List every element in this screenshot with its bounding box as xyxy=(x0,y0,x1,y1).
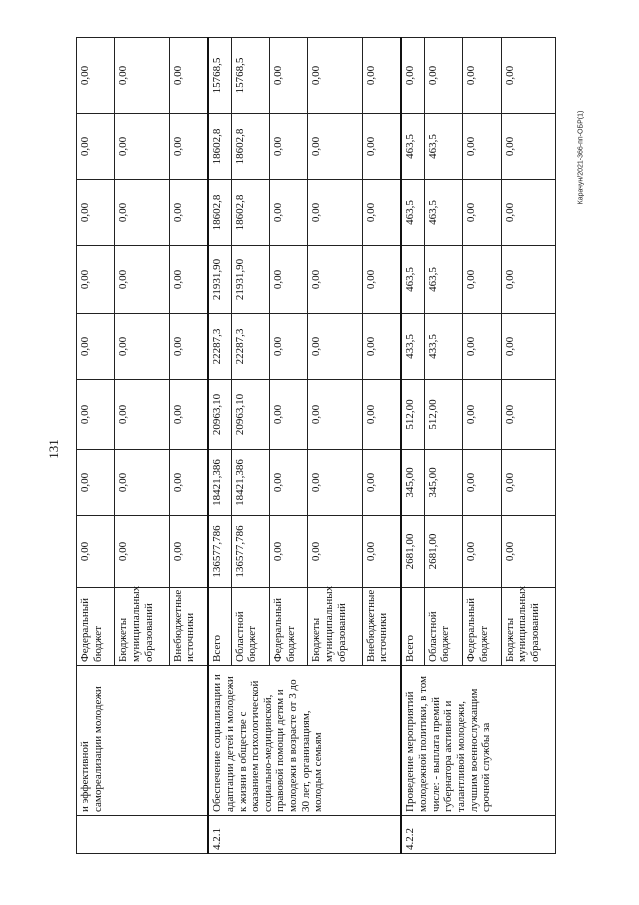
amount-cell: 2681,00 xyxy=(401,516,424,588)
page-number: 131 xyxy=(45,439,61,459)
amount-cell: 0,00 xyxy=(169,450,208,516)
amount-cell: 0,00 xyxy=(362,246,401,314)
amount-cell: 0,00 xyxy=(362,314,401,380)
amount-cell: 0,00 xyxy=(270,114,308,180)
budget-table xyxy=(76,37,556,854)
amount-cell: 0,00 xyxy=(270,450,308,516)
amount-cell: 18602,8 xyxy=(208,114,231,180)
funding-source-cell: Областной бюджет xyxy=(231,588,269,666)
funding-source-cell: Областной бюджет xyxy=(424,588,462,666)
amount-cell: 345,00 xyxy=(424,450,462,516)
amount-cell: 15768,5 xyxy=(208,38,231,114)
amount-cell: 0,00 xyxy=(270,314,308,380)
amount-cell: 0,00 xyxy=(115,38,169,114)
amount-cell: 0,00 xyxy=(169,38,208,114)
amount-cell: 0,00 xyxy=(270,246,308,314)
amount-cell: 0,00 xyxy=(501,380,555,450)
amount-cell: 0,00 xyxy=(308,516,362,588)
funding-source-cell: Федеральный бюджет xyxy=(77,588,115,666)
amount-cell: 0,00 xyxy=(169,180,208,246)
funding-source-cell: Федеральный бюджет xyxy=(270,588,308,666)
amount-cell: 463,5 xyxy=(424,114,462,180)
amount-cell: 0,00 xyxy=(169,380,208,450)
amount-cell: 0,00 xyxy=(501,314,555,380)
activity-name-cell: Проведение мероприятий молодежной политики, в том числе: - выплата премий губернатора активной и талантливой молодежи, лучшим военнослужащим срочной службы за xyxy=(401,666,555,816)
amount-cell: 0,00 xyxy=(362,450,401,516)
amount-cell: 0,00 xyxy=(77,450,115,516)
amount-cell: 463,5 xyxy=(424,246,462,314)
amount-cell: 0,00 xyxy=(270,180,308,246)
table-row xyxy=(401,38,424,854)
row-number-cell: 4.2.2 xyxy=(401,816,555,854)
amount-cell: 0,00 xyxy=(501,516,555,588)
amount-cell: 18602,8 xyxy=(231,180,269,246)
amount-cell: 0,00 xyxy=(77,38,115,114)
amount-cell: 21931,90 xyxy=(231,246,269,314)
rotated-table-wrapper xyxy=(76,38,556,854)
amount-cell: 345,00 xyxy=(401,450,424,516)
amount-cell: 0,00 xyxy=(501,246,555,314)
amount-cell: 463,5 xyxy=(401,114,424,180)
amount-cell: 20963,10 xyxy=(208,380,231,450)
amount-cell: 433,5 xyxy=(424,314,462,380)
amount-cell: 512,00 xyxy=(424,380,462,450)
amount-cell: 21931,90 xyxy=(208,246,231,314)
amount-cell: 0,00 xyxy=(463,450,501,516)
amount-cell: 0,00 xyxy=(463,314,501,380)
amount-cell: 0,00 xyxy=(77,314,115,380)
amount-cell: 463,5 xyxy=(401,246,424,314)
amount-cell: 0,00 xyxy=(115,246,169,314)
funding-source-cell: Внебюджетные источники xyxy=(169,588,208,666)
amount-cell: 463,5 xyxy=(401,180,424,246)
amount-cell: 0,00 xyxy=(362,180,401,246)
table-row xyxy=(208,38,231,854)
amount-cell: 0,00 xyxy=(463,516,501,588)
table-row xyxy=(77,38,115,854)
amount-cell: 22287,3 xyxy=(208,314,231,380)
budget-table-body xyxy=(77,38,556,854)
amount-cell: 0,00 xyxy=(362,114,401,180)
amount-cell: 0,00 xyxy=(362,516,401,588)
amount-cell: 0,00 xyxy=(308,314,362,380)
amount-cell: 18421,386 xyxy=(208,450,231,516)
amount-cell: 0,00 xyxy=(501,180,555,246)
amount-cell: 0,00 xyxy=(362,38,401,114)
amount-cell: 0,00 xyxy=(169,314,208,380)
amount-cell: 463,5 xyxy=(424,180,462,246)
amount-cell: 0,00 xyxy=(270,380,308,450)
amount-cell: 0,00 xyxy=(463,180,501,246)
amount-cell: 0,00 xyxy=(77,180,115,246)
amount-cell: 0,00 xyxy=(115,450,169,516)
amount-cell: 0,00 xyxy=(115,380,169,450)
row-number-cell: 4.2.1 xyxy=(208,816,401,854)
amount-cell: 18602,8 xyxy=(208,180,231,246)
funding-source-cell: Федеральный бюджет xyxy=(463,588,501,666)
amount-cell: 0,00 xyxy=(463,246,501,314)
amount-cell: 22287,3 xyxy=(231,314,269,380)
amount-cell: 136577,786 xyxy=(208,516,231,588)
row-number-cell xyxy=(77,816,209,854)
funding-source-cell: Внебюджетные источники xyxy=(362,588,401,666)
amount-cell: 0,00 xyxy=(270,38,308,114)
activity-name-cell: Обеспечение социализации и адаптации детей и молодежи к жизни в обществе с оказанием психологической социально-медицинской, правовой помощи детям и молодежи в возрасте от 3 до 30 лет, организациям, молодым семьям xyxy=(208,666,401,816)
amount-cell: 0,00 xyxy=(308,450,362,516)
amount-cell: 512,00 xyxy=(401,380,424,450)
amount-cell: 0,00 xyxy=(115,314,169,380)
amount-cell: 0,00 xyxy=(270,516,308,588)
funding-source-cell: Бюджеты муниципальных образований xyxy=(115,588,169,666)
amount-cell: 18421,386 xyxy=(231,450,269,516)
funding-source-cell: Бюджеты муниципальных образований xyxy=(308,588,362,666)
amount-cell: 0,00 xyxy=(169,114,208,180)
amount-cell: 0,00 xyxy=(501,38,555,114)
amount-cell: 0,00 xyxy=(362,380,401,450)
amount-cell: 0,00 xyxy=(77,380,115,450)
amount-cell: 0,00 xyxy=(115,516,169,588)
amount-cell: 136577,786 xyxy=(231,516,269,588)
amount-cell: 0,00 xyxy=(308,180,362,246)
amount-cell: 0,00 xyxy=(501,114,555,180)
amount-cell: 0,00 xyxy=(77,516,115,588)
amount-cell: 0,00 xyxy=(463,114,501,180)
amount-cell: 0,00 xyxy=(169,246,208,314)
amount-cell: 0,00 xyxy=(401,38,424,114)
amount-cell: 0,00 xyxy=(463,38,501,114)
funding-source-cell: Всего xyxy=(401,588,424,666)
amount-cell: 433,5 xyxy=(401,314,424,380)
amount-cell: 0,00 xyxy=(308,380,362,450)
amount-cell: 0,00 xyxy=(308,246,362,314)
amount-cell: 0,00 xyxy=(115,114,169,180)
amount-cell: 0,00 xyxy=(501,450,555,516)
amount-cell: 0,00 xyxy=(77,246,115,314)
amount-cell: 15768,5 xyxy=(231,38,269,114)
amount-cell: 2681,00 xyxy=(424,516,462,588)
amount-cell: 0,00 xyxy=(77,114,115,180)
amount-cell: 0,00 xyxy=(115,180,169,246)
amount-cell: 20963,10 xyxy=(231,380,269,450)
funding-source-cell: Всего xyxy=(208,588,231,666)
amount-cell: 0,00 xyxy=(463,380,501,450)
amount-cell: 0,00 xyxy=(424,38,462,114)
amount-cell: 0,00 xyxy=(308,114,362,180)
amount-cell: 18602,8 xyxy=(231,114,269,180)
funding-source-cell: Бюджеты муниципальных образований xyxy=(501,588,555,666)
activity-name-cell: и эффективной самореализации молодежи xyxy=(77,666,209,816)
amount-cell: 0,00 xyxy=(169,516,208,588)
amount-cell: 0,00 xyxy=(308,38,362,114)
document-code: Карачун/2021-366-пп-ОБР(1) xyxy=(577,110,585,205)
